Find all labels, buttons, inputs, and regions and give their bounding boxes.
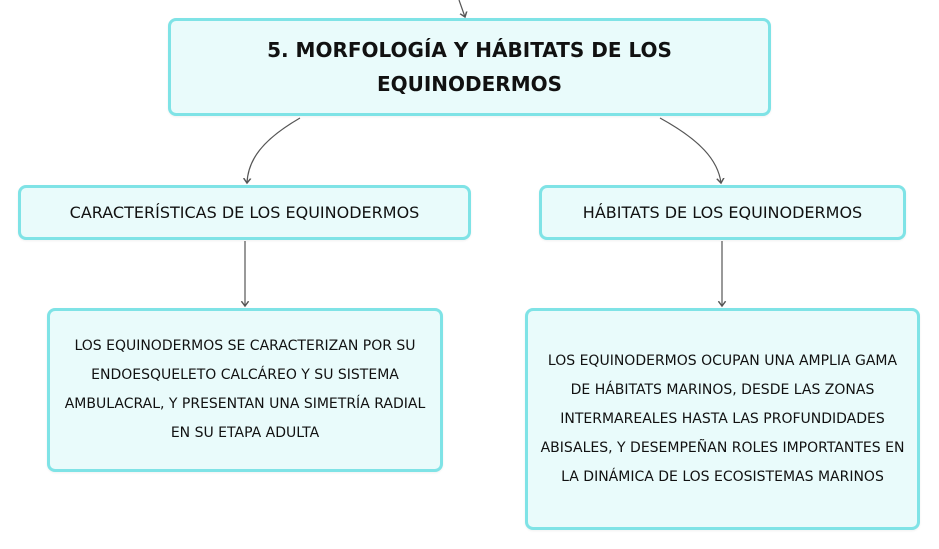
connector-title-to-characteristics (247, 118, 300, 183)
connector-title-to-habitats (660, 118, 721, 183)
subtopic-habitats-label: HÁBITATS DE LOS EQUINODERMOS (582, 202, 863, 222)
habitats-detail-node[interactable] (525, 308, 920, 530)
subtopic-characteristics-label: CARACTERÍSTICAS DE LOS EQUINODERMOS (69, 202, 420, 222)
characteristics-detail-node[interactable] (47, 308, 443, 472)
subtopic-habitats-node[interactable] (539, 185, 906, 240)
central-topic-line-1: 5. MORFOLOGÍA Y HÁBITATS DE LOS (267, 38, 672, 62)
central-topic-text (267, 33, 672, 101)
characteristics-detail-text: LOS EQUINODERMOS SE CARACTERIZAN POR SU ENDOESQUELETO CALCÁREO Y SU SISTEMA AMBULACRAL, Y PRESENTAN UNA SIMETRÍA RADIAL EN SU ETAPA ADULTA (64, 338, 426, 441)
habitats-detail-text: LOS EQUINODERMOS OCUPAN UNA AMPLIA GAMA DE HÁBITATS MARINOS, DESDE LAS ZONAS INTERMAREALES HASTA LAS PROFUNDIDADES ABISALES, Y DESEMPEÑAN ROLES IMPORTANTES EN LA DINÁMICA DE LOS ECOSISTEMAS MARINOS (540, 352, 905, 485)
central-topic-line-2: EQUINODERMOS (376, 72, 563, 96)
subtopic-characteristics-node[interactable] (18, 185, 471, 240)
central-topic-node[interactable] (168, 18, 771, 116)
connector-from-parent (459, 0, 465, 17)
